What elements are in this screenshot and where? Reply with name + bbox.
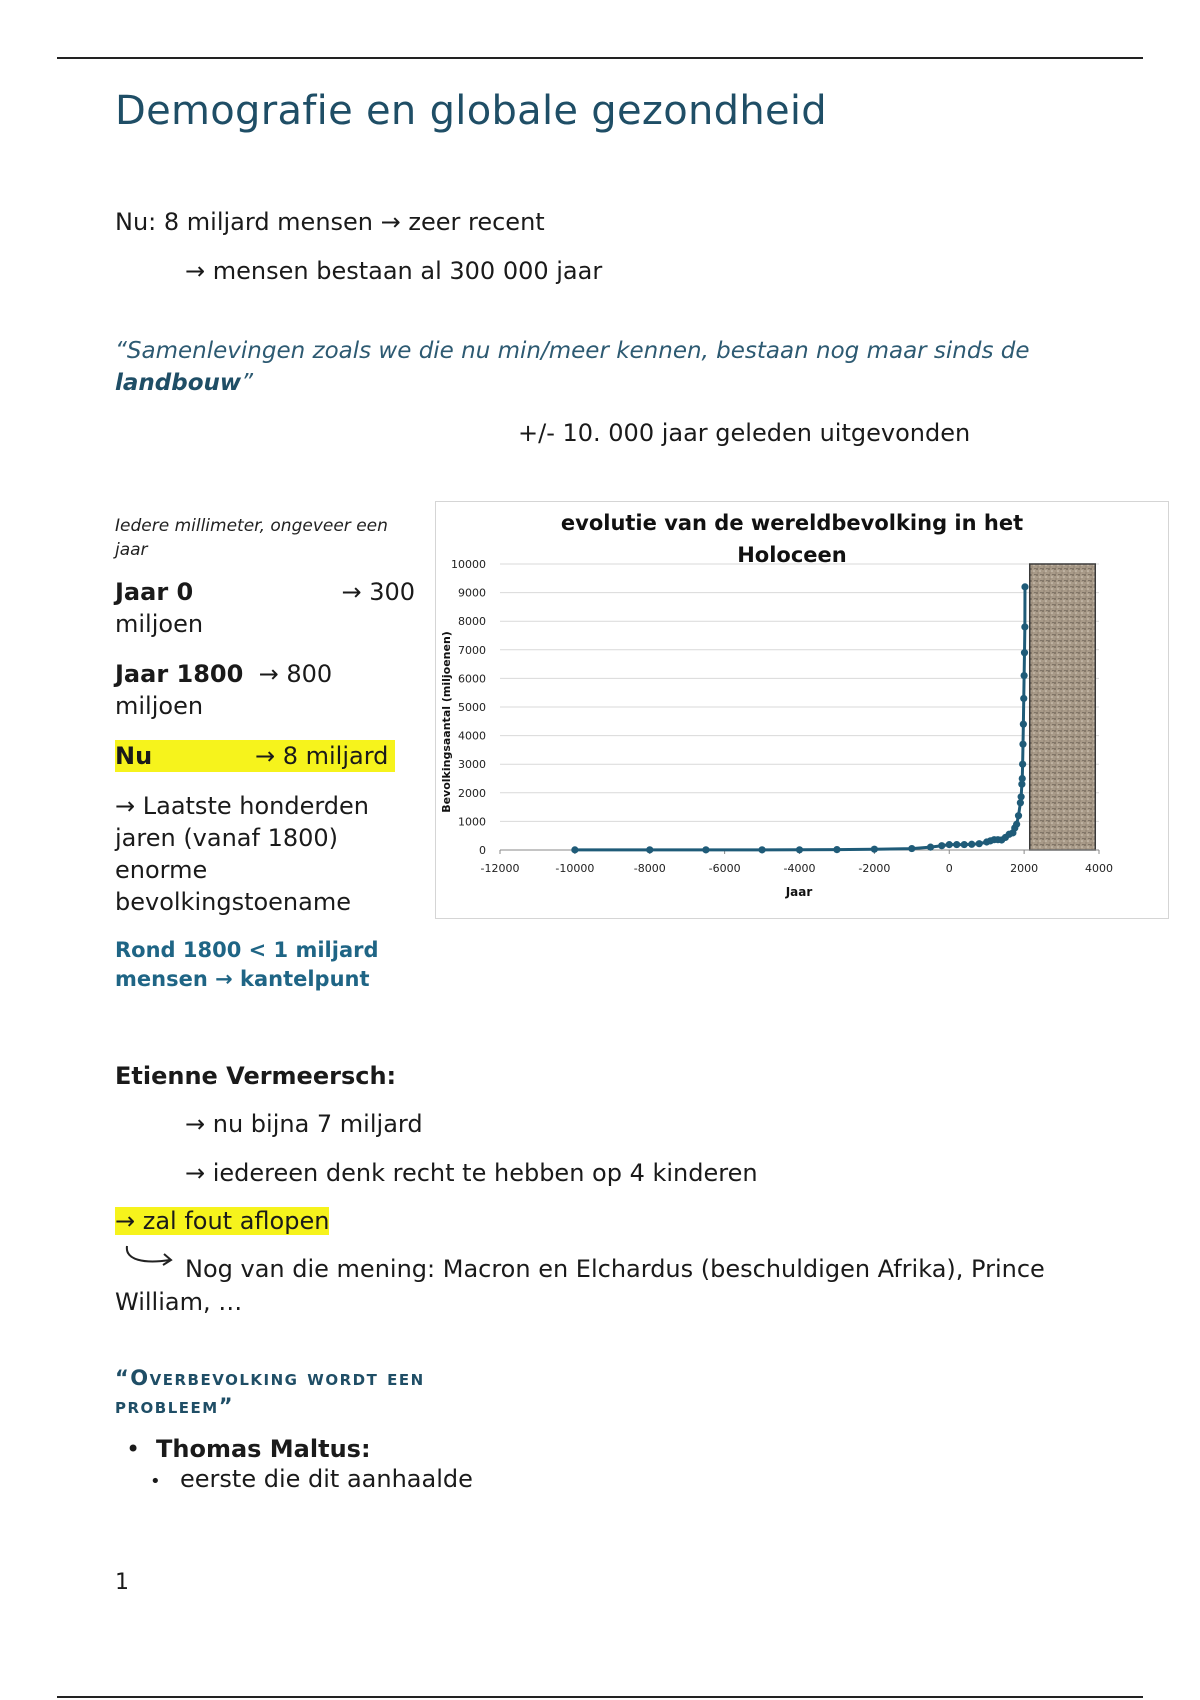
data-point bbox=[961, 841, 968, 848]
now-value: → 8 miljard bbox=[255, 742, 389, 770]
year1800-value: → 800 bbox=[258, 660, 333, 688]
data-point bbox=[927, 844, 934, 851]
year0-unit: miljoen bbox=[115, 610, 204, 638]
y-tick-label: 10000 bbox=[451, 558, 486, 571]
top-rule bbox=[57, 57, 1143, 59]
x-tick-label: -4000 bbox=[783, 862, 816, 875]
quote-text-start: “Samenlevingen zoals we die nu min/meer kennen, bestaan nog maar sinds de bbox=[115, 338, 1030, 364]
data-point bbox=[908, 845, 915, 852]
data-point bbox=[1019, 775, 1026, 782]
y-tick-label: 8000 bbox=[458, 615, 486, 629]
overbevolking-heading-line1: “Overbevolking wordt een bbox=[115, 1366, 425, 1390]
data-point bbox=[796, 846, 803, 853]
data-point bbox=[1020, 721, 1027, 728]
chart-title-line2: Holoceen bbox=[737, 543, 847, 567]
now-label: Nu bbox=[115, 742, 153, 770]
data-point bbox=[833, 846, 840, 853]
data-point bbox=[1015, 812, 1022, 819]
intro-line-1: Nu: 8 miljard mensen → zeer recent bbox=[115, 208, 545, 236]
data-point bbox=[702, 846, 709, 853]
bottom-rule bbox=[57, 1696, 1143, 1698]
intro-line-2: → mensen bestaan al 300 000 jaar bbox=[185, 257, 603, 285]
y-tick-label: 7000 bbox=[458, 643, 486, 657]
data-point bbox=[1021, 623, 1028, 630]
y-tick-label: 9000 bbox=[458, 586, 486, 600]
now-stat bbox=[115, 740, 415, 772]
data-point bbox=[1020, 695, 1027, 702]
overbevolking-heading-line2: probleem” bbox=[115, 1394, 235, 1418]
quote-text-end: ” bbox=[241, 370, 254, 396]
maltus-list bbox=[126, 1434, 473, 1497]
chart-x-label: Jaar bbox=[785, 885, 813, 899]
x-tick-label: 0 bbox=[945, 862, 953, 875]
x-tick-label: -2000 bbox=[858, 862, 891, 875]
vermeersch-point-2: → iedereen denk recht te hebben op 4 kinderen bbox=[185, 1159, 758, 1187]
vermeersch-heading: Etienne Vermeersch: bbox=[115, 1062, 397, 1090]
timeline-column bbox=[115, 514, 415, 994]
data-point bbox=[953, 841, 960, 848]
year1800-unit: miljoen bbox=[115, 692, 204, 720]
data-point bbox=[1021, 672, 1028, 679]
y-tick-label: 6000 bbox=[458, 672, 486, 686]
list-item: • eerste die dit aanhaalde bbox=[150, 1465, 473, 1493]
x-tick-label: 2000 bbox=[1010, 862, 1039, 875]
data-point bbox=[976, 840, 983, 847]
tipping-point: Rond 1800 < 1 miljard mensen → kantelpunt bbox=[115, 938, 379, 991]
x-tick-label: -8000 bbox=[633, 862, 666, 875]
data-point bbox=[1021, 649, 1028, 656]
data-point bbox=[871, 846, 878, 853]
shaded-region bbox=[1030, 564, 1096, 850]
agriculture-note: +/- 10. 000 jaar geleden uitgevonden bbox=[518, 419, 971, 447]
data-point bbox=[646, 846, 653, 853]
page-number: 1 bbox=[115, 1570, 129, 1595]
highlight-text: → zal fout aflopen bbox=[115, 1207, 330, 1235]
y-tick-label: 3000 bbox=[458, 758, 486, 772]
data-point bbox=[1021, 583, 1028, 590]
data-point bbox=[1019, 761, 1026, 768]
data-point bbox=[1019, 741, 1026, 748]
data-point bbox=[1018, 793, 1025, 800]
year0-label: Jaar 0 bbox=[115, 578, 194, 606]
year0-value: → 300 bbox=[341, 578, 415, 606]
vermeersch-highlight bbox=[115, 1205, 329, 1237]
y-tick-label: 5000 bbox=[458, 701, 486, 714]
mening-line-cont: William, … bbox=[115, 1288, 243, 1316]
data-point bbox=[938, 842, 945, 849]
growth-text: → Laatste honderden jaren (vanaf 1800) enorme bevolkingstoename bbox=[115, 792, 370, 916]
scale-note: Iedere millimeter, ongeveer een jaar bbox=[115, 516, 388, 560]
quote-bold-word: landbouw bbox=[115, 370, 242, 396]
x-tick-label: -10000 bbox=[555, 862, 595, 875]
population-series-line bbox=[575, 587, 1025, 850]
x-tick-label: -12000 bbox=[480, 862, 520, 875]
chart-title-line1: evolutie van de wereldbevolking in het bbox=[560, 511, 1024, 535]
year0-stat bbox=[115, 576, 415, 640]
curved-arrow-icon bbox=[124, 1244, 176, 1276]
x-tick-label: 4000 bbox=[1085, 862, 1113, 875]
y-tick-label: 4000 bbox=[458, 729, 486, 743]
list-item: • Thomas Maltus: bbox=[126, 1435, 371, 1463]
y-tick-label: 1000 bbox=[458, 815, 486, 829]
data-point bbox=[1013, 821, 1020, 828]
vermeersch-point-1: → nu bijna 7 miljard bbox=[185, 1110, 423, 1138]
y-tick-label: 0 bbox=[479, 844, 486, 857]
data-point bbox=[968, 841, 975, 848]
population-chart-svg bbox=[436, 502, 1168, 918]
year1800-stat bbox=[115, 658, 415, 722]
population-chart bbox=[435, 501, 1169, 919]
maltus-bullet: Thomas Maltus: bbox=[156, 1435, 371, 1463]
data-point bbox=[946, 841, 953, 848]
chart-y-label: Bevolkingsaantal (miljoenen) bbox=[440, 631, 453, 813]
page-title: Demografie en globale gezondheid bbox=[115, 88, 827, 134]
data-point bbox=[571, 846, 578, 853]
x-tick-label: -6000 bbox=[708, 862, 741, 875]
overbevolking-heading bbox=[115, 1364, 425, 1420]
maltus-sub-bullet: eerste die dit aanhaalde bbox=[180, 1465, 473, 1493]
year1800-label: Jaar 1800 bbox=[115, 660, 244, 688]
landbouw-quote bbox=[115, 335, 1075, 399]
data-point bbox=[758, 846, 765, 853]
y-tick-label: 2000 bbox=[458, 786, 486, 800]
mening-line: Nog van die mening: Macron en Elchardus (beschuldigen Afrika), Prince bbox=[185, 1255, 1045, 1283]
